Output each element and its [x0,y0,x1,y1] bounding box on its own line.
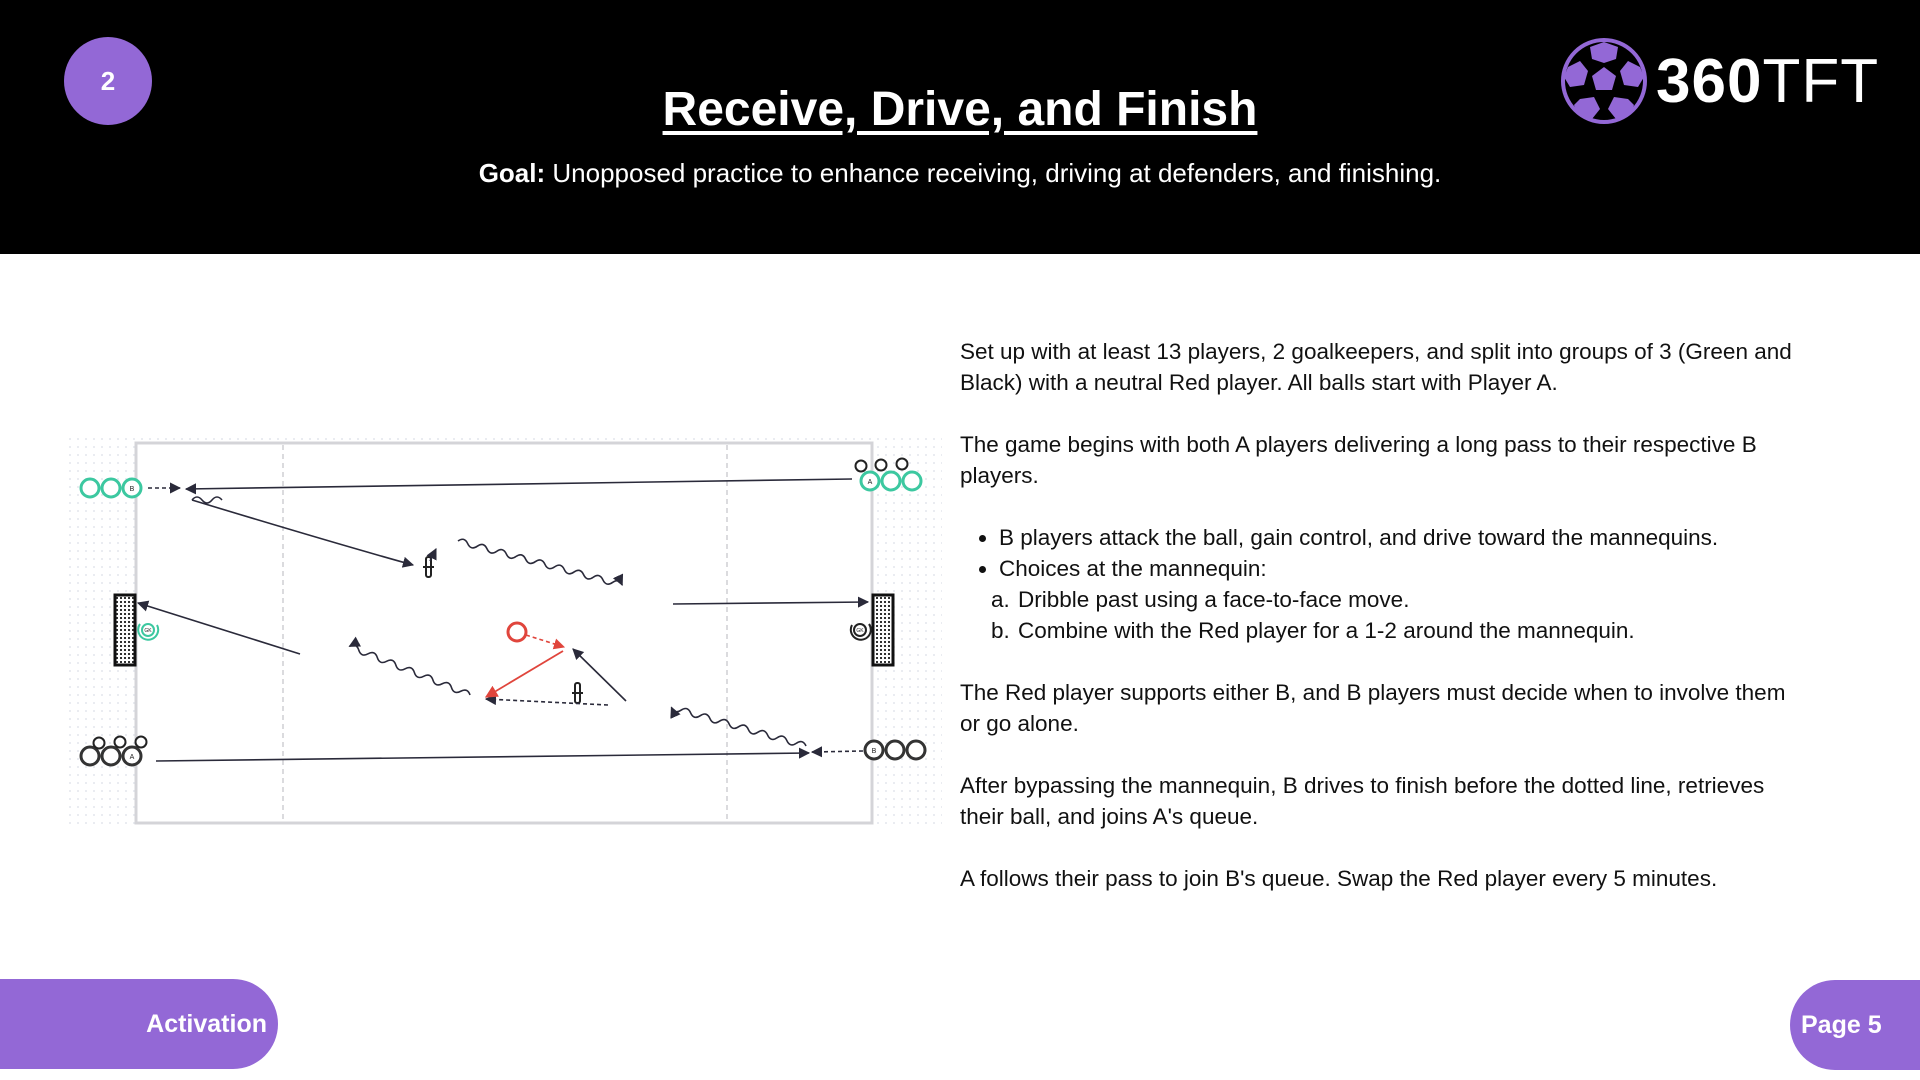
brand-name [1656,46,1879,117]
red-neutral-player [508,623,526,641]
list-item: • B players attack the ball, gain control, and drive toward the mannequins. [999,522,1800,553]
brand-logo [1560,36,1879,126]
black-player-a-label: A [129,754,135,761]
pitch-area [136,443,872,823]
steps-list [960,522,1800,584]
balls-bottom-left [94,737,147,749]
goal-right [873,595,893,665]
finish-paragraph: After bypassing the mannequin, B drives to finish before the dotted line, retrieves their ball, and joins A's queue. [960,773,1765,829]
setup-paragraph: Set up with at least 13 players, 2 goalkeepers, and split into groups of 3 (Green and Black) with a neutral Red player. All balls start with Player A. [960,339,1792,395]
black-queue-b [865,741,925,759]
drill-description [960,336,1800,925]
list-item: b. Combine with the Red player for a 1-2 around the mannequin. [1016,615,1800,646]
soccer-ball-icon [1560,37,1648,125]
balls-top-right [856,459,908,472]
page-number-tag: Page 5 [1790,980,1920,1070]
page-title: Receive, Drive, and Finish [662,83,1258,136]
goalkeeper-left-label: GK [144,628,152,634]
list-item: a. Dribble past using a face-to-face move. [1016,584,1800,615]
black-player-b-label: B [871,748,877,755]
start-paragraph: The game begins with both A players delivering a long pass to their respective B players. [960,432,1757,488]
header-bar [0,0,1920,254]
black-queue-a [81,747,141,765]
brand-name-light: TFT [1762,46,1880,116]
activity-number-badge: 2 [64,37,152,125]
drill-diagram [68,437,942,829]
choices-list [960,584,1800,646]
green-queue-a [861,472,921,490]
green-player-b-label: B [129,486,135,493]
goal-line [0,158,1920,189]
goal-text: Unopposed practice to enhance receiving, driving at defenders, and finishing. [545,158,1442,188]
green-queue-b [81,479,141,497]
brand-name-strong: 360 [1656,46,1763,116]
green-player-a-label: A [867,479,873,486]
goalkeeper-right-label: GK [856,628,864,634]
goal-label: Goal: [478,158,546,188]
section-tag: Activation [0,979,278,1069]
rotation-paragraph: A follows their pass to join B's queue. Swap the Red player every 5 minutes. [960,866,1718,891]
list-item: • Choices at the mannequin: [999,553,1800,584]
red-player-paragraph: The Red player supports either B, and B players must decide when to involve them or go alone. [960,680,1786,736]
goal-left [115,595,135,665]
